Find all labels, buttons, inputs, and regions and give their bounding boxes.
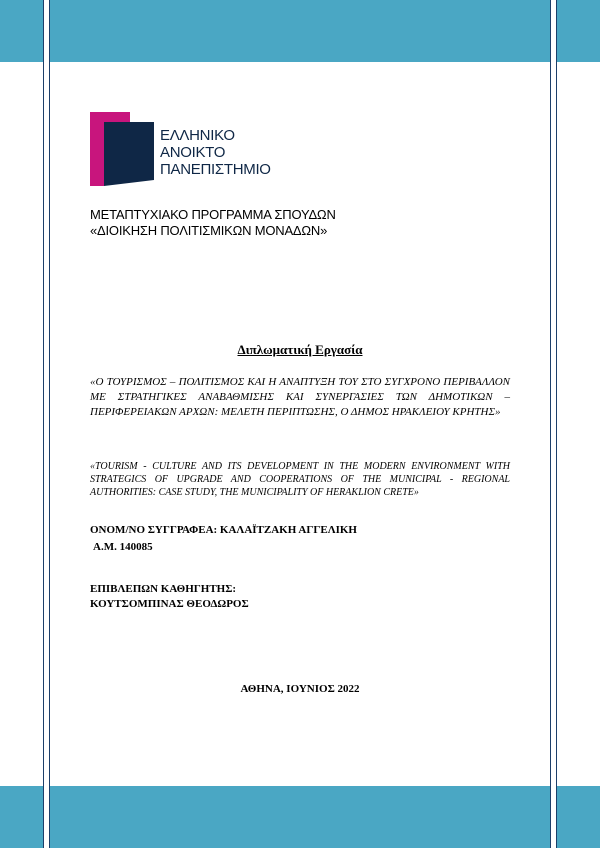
- supervisor-block: [90, 582, 249, 612]
- author-block: [90, 522, 357, 556]
- thesis-title-greek: «Ο ΤΟΥΡΙΣΜΟΣ – ΠΟΛΙΤΙΣΜΟΣ ΚΑΙ Η ΑΝΑΠΤΥΞΗ ΤΟΥ ΣΤΟ ΣΥΓΧΡΟΝΟ ΠΕΡΙΒΑΛΛΟΝ ΜΕ ΣΤΡΑΤΗΓΙΚΕΣ ΑΝΑΒΑΘΜΙΣΗΣ ΚΑΙ ΣΥΝΕΡΓΑΣΙΕΣ ΤΩΝ ΔΗΜΟΤΙΚΩΝ – ΠΕΡΙΦΕΡΕΙΑΚΩΝ ΑΡΧΩΝ: ΜΕΛΕΤΗ ΠΕΡΙΠΤΩΣΗΣ, Ο ΔΗΜΟΣ ΗΡΑΚΛΕΙΟΥ ΚΡΗΤΗΣ»: [90, 376, 510, 418]
- left-border-line-inner: [49, 0, 50, 848]
- university-logo: [90, 112, 280, 186]
- place-date: ΑΘΗΝΑ, ΙΟΥΝΙΟΣ 2022: [240, 683, 360, 695]
- thesis-label: Διπλωματική Εργασία: [237, 342, 363, 357]
- logo-line-2: ΑΝΟΙΚΤΟ: [160, 144, 226, 161]
- bottom-band: [50, 786, 550, 848]
- eap-logo-icon: [90, 112, 156, 186]
- right-border-line-inner: [550, 0, 551, 848]
- logo-wordmark: [160, 127, 271, 178]
- program-name: [90, 207, 336, 239]
- top-band: [50, 0, 550, 62]
- logo-line-3: ΠΑΝΕΠΙΣΤΗΜΙΟ: [160, 161, 271, 178]
- student-id: Α.Μ. 140085: [93, 541, 153, 553]
- supervisor-label: ΕΠΙΒΛΕΠΩΝ ΚΑΘΗΓΗΤΗΣ:: [90, 583, 237, 595]
- program-line-1: ΜΕΤΑΠΤΥΧΙΑΚΟ ΠΡΟΓΡΑΜΜΑ ΣΠΟΥΔΩΝ: [90, 207, 336, 222]
- bottom-right-band: [557, 786, 600, 848]
- top-right-band: [557, 0, 600, 62]
- author-name: ΟΝΟΜ/ΝΟ ΣΥΓΓΡΑΦΕΑ: ΚΑΛΑΪΤΖΑΚΗ ΑΓΓΕΛΙΚΗ: [90, 524, 357, 536]
- logo-line-1: ΕΛΛΗΝΙΚΟ: [160, 127, 235, 144]
- thesis-title-english: «TOURISM - CULTURE AND ITS DEVELOPMENT IN THE MODERN ENVIRONMENT WITH STRATEGICS OF UPGRADE AND COOPERATIONS OF THE MUNICIPAL - REGIONAL AUTHORITIES: CASE STUDY, THE MUNICIPALITY OF HERAKLION CRETE»: [90, 461, 510, 498]
- program-line-2: «ΔΙΟΙΚΗΣΗ ΠΟΛΙΤΙΣΜΙΚΩΝ ΜΟΝΑΔΩΝ»: [90, 223, 328, 238]
- left-border-line: [43, 0, 44, 848]
- right-border-line: [556, 0, 557, 848]
- supervisor-name: ΚΟΥΤΣΟΜΠΙΝΑΣ ΘΕΟΔΩΡΟΣ: [90, 598, 249, 610]
- bottom-left-band: [0, 786, 43, 848]
- top-left-band: [0, 0, 43, 62]
